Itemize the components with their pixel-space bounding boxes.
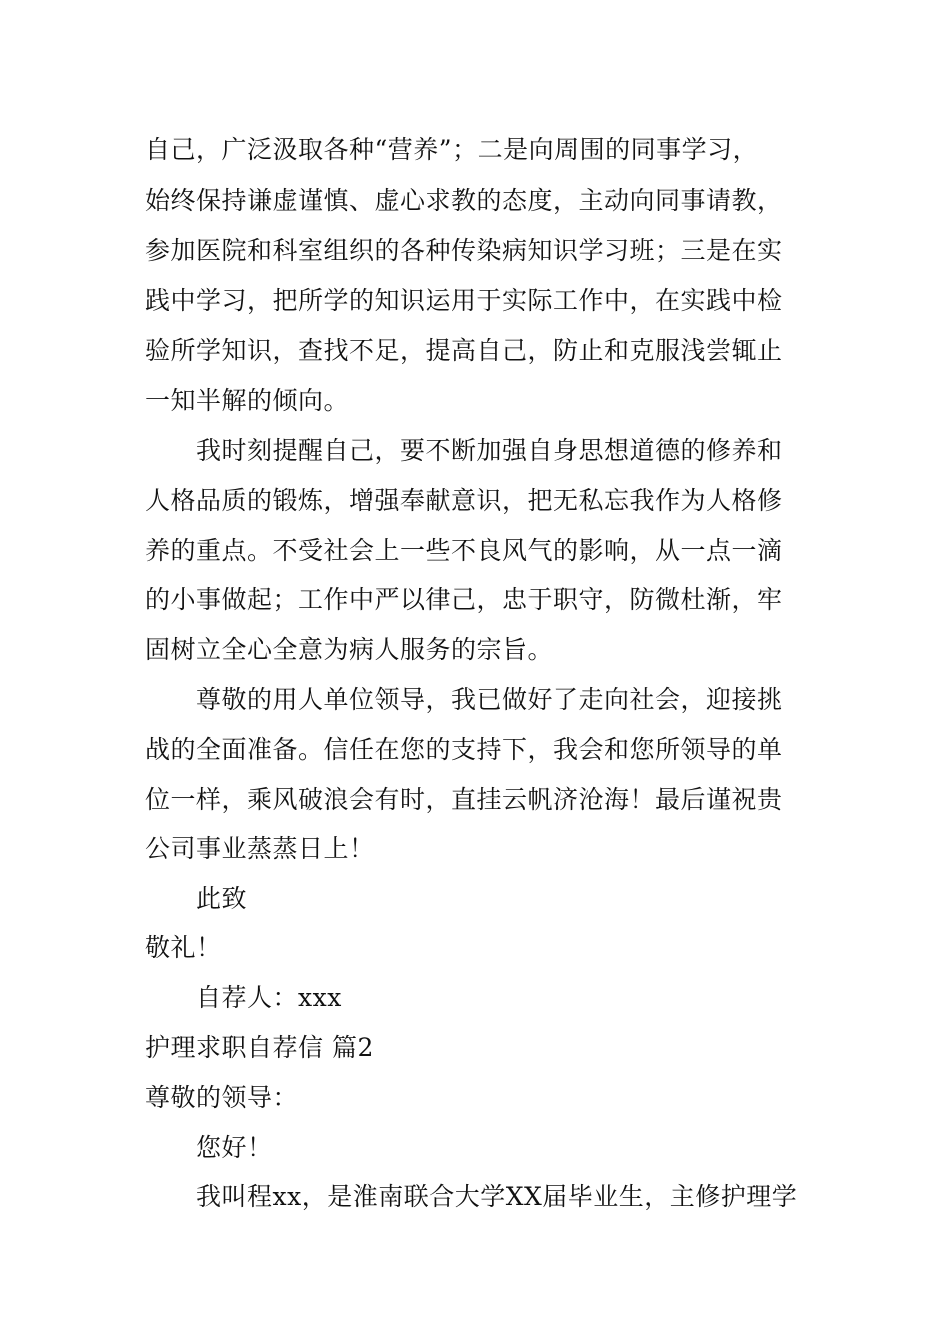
paragraph-line: 我时刻提醒自己，要不断加强自身思想道德的修养和 [196, 436, 783, 465]
salutation-line: 敬礼！ [145, 933, 222, 962]
paragraph-line: 验所学知识，查找不足，提高自己，防止和克服浅尝辄止 [145, 336, 783, 365]
paragraph-line: 固树立全心全意为病人服务的宗旨。 [145, 635, 554, 664]
paragraph-line: 养的重点。不受社会上一些不良风气的影响，从一点一滴 [145, 536, 783, 565]
paragraph-line: 尊敬的用人单位领导，我已做好了走向社会，迎接挑 [196, 685, 783, 714]
paragraph-line: 的小事做起；工作中严以律己，忠于职守，防微杜渐，牢 [145, 585, 783, 614]
signature-line: 自荐人：xxx [196, 983, 342, 1012]
greeting-line: 尊敬的领导： [145, 1083, 299, 1112]
paragraph-line: 战的全面准备。信任在您的支持下，我会和您所领导的单 [145, 735, 783, 764]
paragraph-line: 位一样，乘风破浪会有时，直挂云帆济沧海！最后谨祝贵 [145, 785, 783, 814]
closing-line: 此致 [196, 884, 248, 913]
paragraph-line: 公司事业蒸蒸日上！ [145, 834, 375, 863]
paragraph-line: 自己，广泛汲取各种“营养”；二是向周围的同事学习， [145, 135, 759, 164]
paragraph-line: 人格品质的锻炼，增强奉献意识，把无私忘我作为人格修 [145, 486, 783, 515]
greeting-line: 您好！ [196, 1133, 273, 1162]
paragraph-line: 一知半解的倾向。 [145, 386, 350, 415]
section-heading: 护理求职自荐信 篇2 [145, 1033, 374, 1062]
paragraph-line: 参加医院和科室组织的各种传染病知识学习班；三是在实 [145, 236, 783, 265]
paragraph-line: 践中学习，把所学的知识运用于实际工作中，在实践中检 [145, 286, 783, 315]
paragraph-line: 我叫程xx，是淮南联合大学XX届毕业生，主修护理学 [196, 1182, 798, 1211]
paragraph-line: 始终保持谦虚谨慎、虚心求教的态度，主动向同事请教， [145, 186, 783, 215]
